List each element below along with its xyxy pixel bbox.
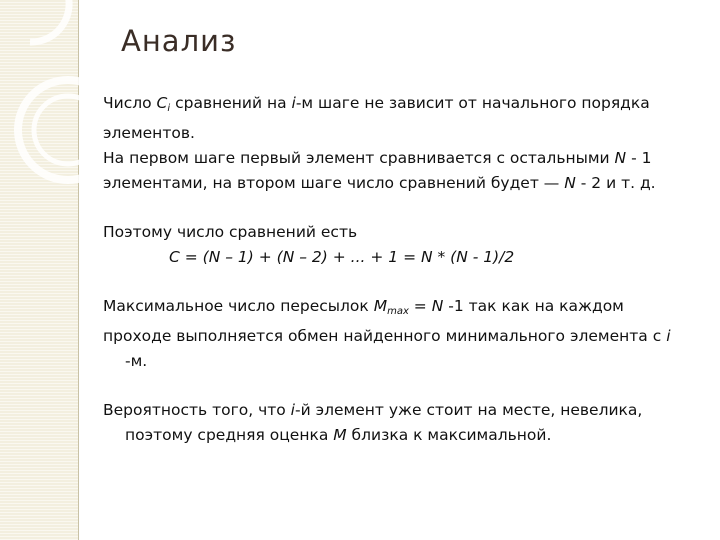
paragraph-therefore: Поэтому число сравнений есть [103,223,358,241]
comparison-formula: C = (N – 1) + (N – 2) + ... + 1 = N * (N - 1)/2 [169,248,515,266]
paragraph-probability: Вероятность того, что i-й элемент уже стоит на месте, невелика, [103,401,643,419]
spacer [103,374,703,398]
paragraph-max-moves-line2: проходе выполняется обмен найденного минимального элемента с i [103,327,671,345]
spacer [103,270,703,294]
paragraph-comparisons: Число $C_i$ сравнений на i-м шаге не зависит от начального порядка [103,94,650,114]
paragraph-max-moves: Максимальное число пересылок $M_{max} = N$ -1 так как на каждом [103,297,624,317]
paragraph-first-step-line2: элементами, на втором шаге число сравнений будет — N - 2 и т. д. [103,174,656,192]
spacer [103,196,703,220]
paragraph-probability-line2: поэтому средняя оценка M близка к максимальной. [125,426,552,444]
paragraph-comparisons-line2: элементов. [103,124,195,142]
slide-title: Анализ [121,24,237,58]
paragraph-first-step: На первом шаге первый элемент сравнивается с остальными N - 1 [103,149,652,167]
slide-body [103,91,703,448]
paragraph-max-moves-line3: -м. [125,352,148,370]
